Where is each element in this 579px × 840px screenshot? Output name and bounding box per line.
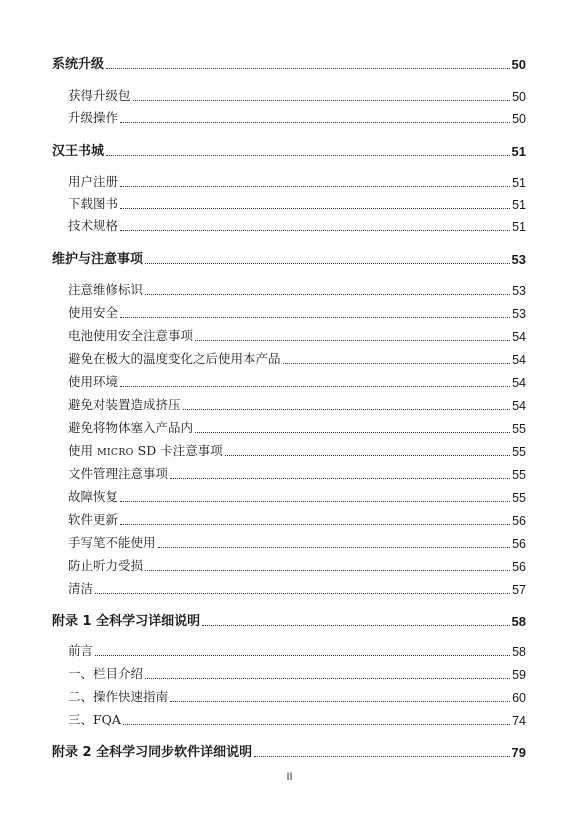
toc-entry-title: 技术规格	[68, 218, 119, 233]
toc-entry[interactable]	[52, 579, 526, 597]
toc-entry-page: 53	[511, 252, 526, 267]
toc-entry-page: 50	[511, 57, 526, 72]
toc-entry[interactable]	[52, 487, 526, 505]
toc-entry-page: 50	[512, 90, 526, 104]
toc-entry-title: 软件更新	[68, 512, 119, 527]
toc-entry-title: 附录 2 全科学习同步软件详细说明	[52, 745, 253, 760]
toc-entry-page: 55	[512, 491, 526, 505]
toc-entry-page: 55	[512, 422, 526, 436]
toc-entry-page: 53	[512, 284, 526, 298]
dot-leader	[120, 501, 510, 502]
toc-entry-title: 注意维修标识	[68, 282, 144, 297]
toc-entry-heading[interactable]	[52, 248, 526, 267]
dot-leader	[133, 100, 511, 101]
dot-leader	[283, 363, 511, 364]
toc-entry[interactable]	[52, 326, 526, 344]
toc-entry-title: 下载图书	[68, 196, 119, 211]
dot-leader	[254, 756, 509, 757]
toc-entry-heading[interactable]	[52, 610, 526, 629]
toc-entry-title: 防止听力受损	[68, 558, 144, 573]
toc-entry[interactable]	[52, 441, 526, 459]
dot-leader	[170, 478, 510, 479]
toc-entry-title: 避免对装置造成挤压	[68, 397, 181, 412]
dot-leader	[202, 625, 509, 626]
dot-leader	[158, 547, 511, 548]
toc-entry-page: 54	[512, 330, 526, 344]
toc-entry-page: 57	[512, 583, 526, 597]
toc-entry[interactable]	[52, 194, 526, 212]
toc-entry-page: 51	[512, 198, 526, 212]
toc-entry-page: 50	[512, 112, 526, 126]
dot-leader	[95, 655, 510, 656]
toc-entry-title: 用户注册	[68, 174, 119, 189]
toc-entry-page: 56	[512, 537, 526, 551]
dot-leader	[120, 524, 510, 525]
toc-entry-title: 文件管理注意事项	[68, 466, 169, 481]
toc-entry-page: 59	[512, 668, 526, 682]
toc-entry-page: 55	[512, 468, 526, 482]
toc-entry-title: 避免将物体塞入产品内	[68, 420, 194, 435]
toc-entry[interactable]	[52, 86, 526, 104]
toc-entry-title: 获得升级包	[68, 88, 131, 103]
toc-entry-title: 使用安全	[68, 305, 119, 320]
toc-entry-heading[interactable]	[52, 53, 526, 72]
toc-entry[interactable]	[52, 172, 526, 190]
toc-entry[interactable]	[52, 108, 526, 126]
toc-entry[interactable]	[52, 664, 526, 682]
dot-leader	[120, 386, 510, 387]
toc-entry-page: 60	[512, 691, 526, 705]
dot-leader	[195, 432, 510, 433]
toc-entry-page: 54	[512, 376, 526, 390]
toc-entry[interactable]	[52, 687, 526, 705]
toc-entry-title: 汉王书城	[52, 144, 105, 159]
dot-leader	[170, 701, 510, 702]
toc-entry-page: 56	[512, 560, 526, 574]
dot-leader	[120, 186, 510, 187]
toc-entry-page: 51	[511, 144, 526, 159]
toc-entry[interactable]	[52, 464, 526, 482]
dot-leader	[120, 208, 510, 209]
dot-leader	[120, 230, 510, 231]
toc-entry-title: 故障恢复	[68, 489, 119, 504]
toc-entry-title: 手写笔不能使用	[68, 535, 156, 550]
toc-entry[interactable]	[52, 556, 526, 574]
dot-leader	[106, 68, 510, 69]
toc-entry-title: 系统升级	[52, 57, 105, 72]
toc-entry-title: 升级操作	[68, 110, 119, 125]
toc-entry-page: 51	[512, 220, 526, 234]
toc-entry[interactable]	[52, 641, 526, 659]
toc-entry-title: 一、栏目介绍	[68, 666, 144, 681]
toc-entry-title-part: MICRO	[96, 447, 134, 458]
toc-entry-title: 使用环境	[68, 374, 119, 389]
dot-leader	[145, 263, 510, 264]
dot-leader	[195, 340, 510, 341]
toc-entry-page: 54	[512, 353, 526, 367]
toc-entry-title: 二、操作快速指南	[68, 689, 169, 704]
toc-entry[interactable]	[52, 418, 526, 436]
toc-entry-page: 58	[512, 645, 526, 659]
toc-entry[interactable]	[52, 395, 526, 413]
toc-entry-title: 附录 1 全科学习详细说明	[52, 614, 201, 629]
dot-leader	[145, 294, 510, 295]
toc-entry-page: 54	[512, 399, 526, 413]
toc-entry-heading[interactable]	[52, 741, 526, 760]
toc-entry-title-part: SD 卡注意事项	[133, 443, 223, 458]
toc-entry-title: 避免在极大的温度变化之后使用本产品	[68, 351, 281, 366]
toc-entry[interactable]	[52, 280, 526, 298]
dot-leader	[145, 570, 510, 571]
dot-leader	[123, 724, 510, 725]
dot-leader	[183, 409, 511, 410]
toc-entry-page: 56	[512, 514, 526, 528]
toc-entry-title	[68, 441, 223, 459]
toc-entry-page: 51	[512, 176, 526, 190]
toc-entry[interactable]	[52, 510, 526, 528]
dot-leader	[120, 317, 510, 318]
toc-entry[interactable]	[52, 533, 526, 551]
toc-entry-page: 55	[512, 445, 526, 459]
dot-leader	[225, 455, 510, 456]
toc-entry-page: 53	[512, 307, 526, 321]
toc-entry-title: 三、FQA	[68, 712, 121, 727]
toc-entry[interactable]	[52, 349, 526, 367]
toc-entry[interactable]	[52, 710, 526, 728]
dot-leader	[120, 122, 510, 123]
toc-entry-page: 58	[511, 614, 526, 629]
dot-leader	[145, 678, 510, 679]
toc-entry[interactable]	[52, 372, 526, 390]
toc-entry-title: 清洁	[68, 581, 94, 596]
toc-entry[interactable]	[52, 303, 526, 321]
toc-entry-title: 电池使用安全注意事项	[68, 328, 194, 343]
toc-entry-title: 维护与注意事项	[52, 252, 144, 267]
toc-entry[interactable]	[52, 216, 526, 234]
toc-entry-page: 79	[511, 745, 526, 760]
toc-entry-title-part: 使用	[68, 443, 97, 458]
toc-entry-title: 前言	[68, 643, 94, 658]
dot-leader	[95, 593, 510, 594]
page-number: II	[286, 771, 293, 783]
toc-entry-heading[interactable]	[52, 140, 526, 159]
dot-leader	[106, 155, 510, 156]
toc-entry-page: 74	[512, 714, 526, 728]
